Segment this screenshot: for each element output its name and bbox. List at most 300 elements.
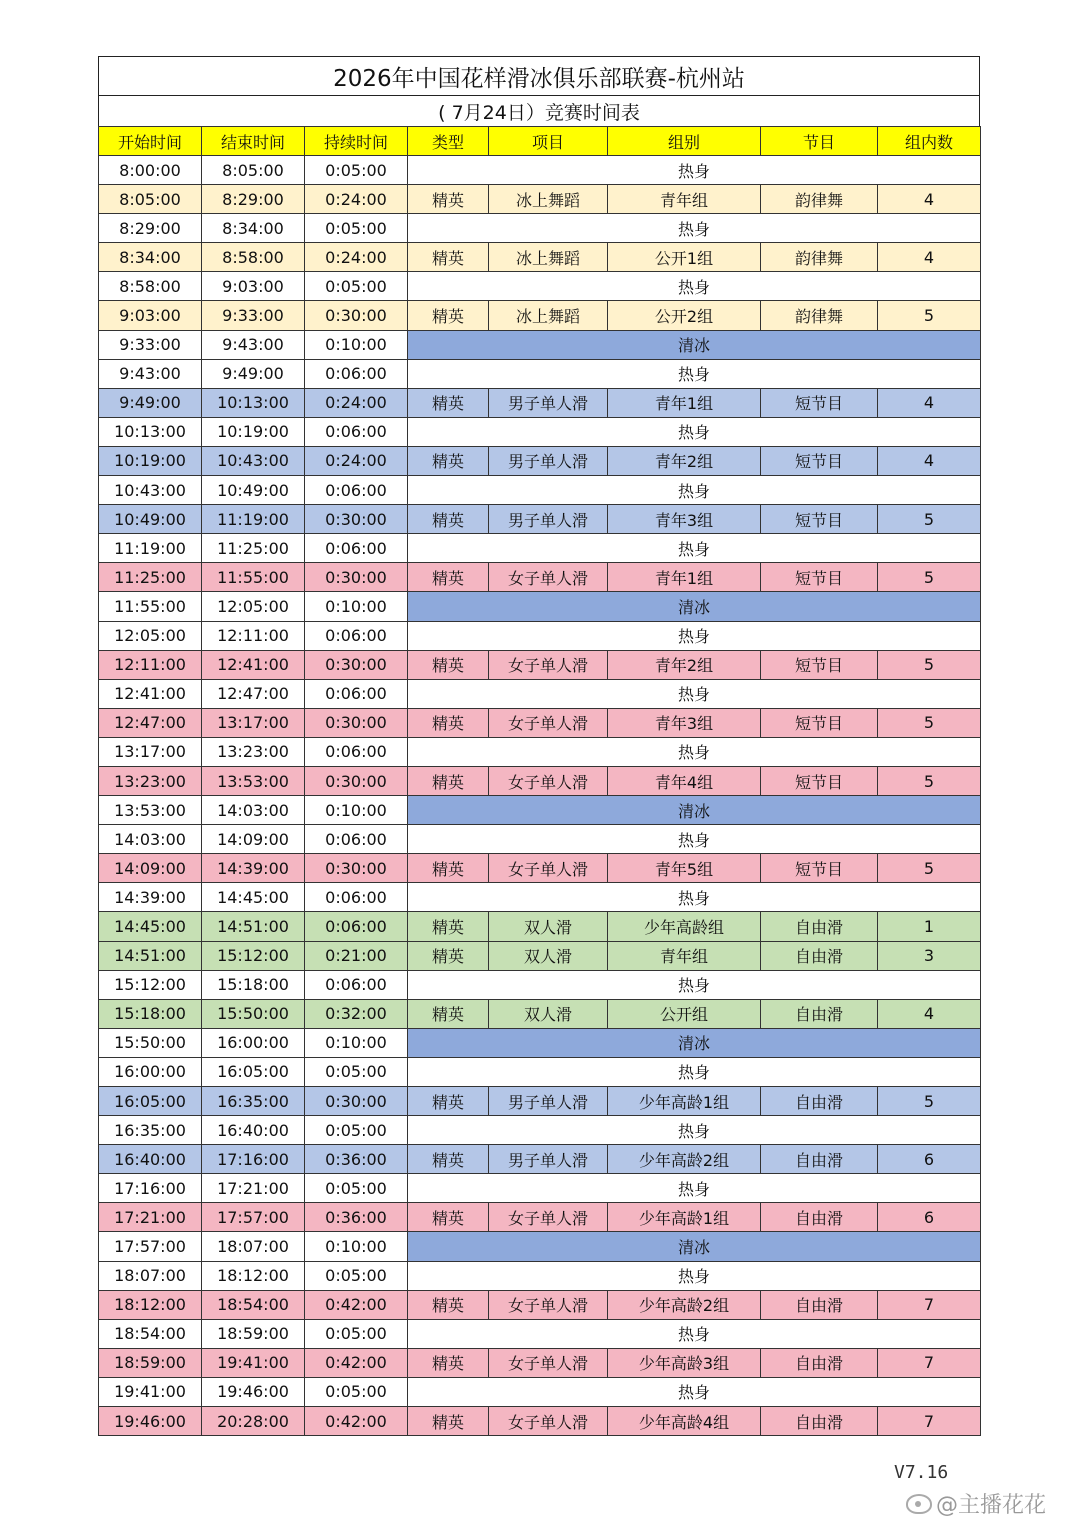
cell-duration: 0:06:00 <box>305 359 408 388</box>
cell-duration: 0:05:00 <box>305 1057 408 1086</box>
header-start: 开始时间 <box>99 127 202 156</box>
cell-start: 10:13:00 <box>99 417 202 446</box>
cell-start: 8:00:00 <box>99 156 202 185</box>
cell-event: 男子单人滑 <box>489 1145 608 1174</box>
cell-duration: 0:06:00 <box>305 970 408 999</box>
cell-ice-clear: 清冰 <box>408 1232 981 1261</box>
cell-warmup: 热身 <box>408 156 981 185</box>
cell-duration: 0:30:00 <box>305 854 408 883</box>
cell-type: 精英 <box>408 854 489 883</box>
cell-warmup: 热身 <box>408 1116 981 1145</box>
cell-group: 青年3组 <box>608 708 761 737</box>
cell-duration: 0:10:00 <box>305 1028 408 1057</box>
watermark <box>906 1488 1046 1519</box>
cell-segment: 自由滑 <box>761 1348 878 1377</box>
cell-duration: 0:05:00 <box>305 1319 408 1348</box>
table-row <box>99 1087 981 1116</box>
cell-start: 11:55:00 <box>99 592 202 621</box>
cell-count: 7 <box>878 1407 981 1436</box>
cell-duration: 0:10:00 <box>305 796 408 825</box>
cell-warmup: 热身 <box>408 359 981 388</box>
table-header-row <box>99 127 981 156</box>
cell-duration: 0:06:00 <box>305 476 408 505</box>
cell-duration: 0:30:00 <box>305 708 408 737</box>
cell-event: 冰上舞蹈 <box>489 301 608 330</box>
cell-end: 8:05:00 <box>202 156 305 185</box>
cell-count: 6 <box>878 1203 981 1232</box>
cell-group: 青年2组 <box>608 446 761 475</box>
cell-start: 9:49:00 <box>99 388 202 417</box>
cell-count: 5 <box>878 854 981 883</box>
table-row <box>99 185 981 214</box>
cell-start: 13:53:00 <box>99 796 202 825</box>
cell-group: 少年高龄4组 <box>608 1407 761 1436</box>
cell-type: 精英 <box>408 1087 489 1116</box>
cell-end: 13:23:00 <box>202 737 305 766</box>
cell-end: 15:12:00 <box>202 941 305 970</box>
cell-group: 青年5组 <box>608 854 761 883</box>
cell-duration: 0:10:00 <box>305 1232 408 1261</box>
cell-event: 双人滑 <box>489 941 608 970</box>
cell-count: 5 <box>878 563 981 592</box>
cell-segment: 短节目 <box>761 650 878 679</box>
cell-start: 14:51:00 <box>99 941 202 970</box>
table-row <box>99 359 981 388</box>
cell-count: 5 <box>878 650 981 679</box>
cell-warmup: 热身 <box>408 621 981 650</box>
cell-duration: 0:30:00 <box>305 766 408 795</box>
cell-start: 10:49:00 <box>99 505 202 534</box>
cell-event: 男子单人滑 <box>489 505 608 534</box>
table-row <box>99 1145 981 1174</box>
cell-segment: 短节目 <box>761 446 878 475</box>
cell-segment: 短节目 <box>761 708 878 737</box>
cell-start: 9:33:00 <box>99 330 202 359</box>
watermark-text: @主播花花 <box>936 1493 1047 1518</box>
cell-event: 女子单人滑 <box>489 708 608 737</box>
table-row <box>99 1407 981 1436</box>
cell-start: 19:46:00 <box>99 1407 202 1436</box>
cell-duration: 0:24:00 <box>305 185 408 214</box>
table-row <box>99 1377 981 1406</box>
header-group: 组别 <box>608 127 761 156</box>
cell-count: 4 <box>878 388 981 417</box>
cell-event: 双人滑 <box>489 999 608 1028</box>
cell-ice-clear: 清冰 <box>408 796 981 825</box>
cell-end: 14:39:00 <box>202 854 305 883</box>
table-row <box>99 621 981 650</box>
cell-group: 青年1组 <box>608 388 761 417</box>
table-row <box>99 999 981 1028</box>
cell-end: 8:34:00 <box>202 214 305 243</box>
cell-end: 12:41:00 <box>202 650 305 679</box>
cell-group: 青年3组 <box>608 505 761 534</box>
cell-warmup: 热身 <box>408 417 981 446</box>
cell-count: 4 <box>878 185 981 214</box>
cell-group: 青年组 <box>608 185 761 214</box>
cell-segment: 短节目 <box>761 563 878 592</box>
cell-count: 4 <box>878 446 981 475</box>
cell-warmup: 热身 <box>408 214 981 243</box>
cell-end: 18:54:00 <box>202 1290 305 1319</box>
cell-start: 16:35:00 <box>99 1116 202 1145</box>
cell-ice-clear: 清冰 <box>408 592 981 621</box>
cell-segment: 韵律舞 <box>761 243 878 272</box>
cell-start: 8:58:00 <box>99 272 202 301</box>
cell-group: 青年2组 <box>608 650 761 679</box>
cell-group: 青年4组 <box>608 766 761 795</box>
cell-count: 4 <box>878 999 981 1028</box>
cell-event: 女子单人滑 <box>489 766 608 795</box>
cell-type: 精英 <box>408 301 489 330</box>
table-row <box>99 854 981 883</box>
cell-start: 10:19:00 <box>99 446 202 475</box>
table-row <box>99 476 981 505</box>
cell-duration: 0:24:00 <box>305 388 408 417</box>
cell-group: 公开1组 <box>608 243 761 272</box>
header-end: 结束时间 <box>202 127 305 156</box>
cell-end: 16:40:00 <box>202 1116 305 1145</box>
cell-start: 10:43:00 <box>99 476 202 505</box>
cell-end: 13:53:00 <box>202 766 305 795</box>
cell-event: 男子单人滑 <box>489 1087 608 1116</box>
table-row <box>99 883 981 912</box>
cell-end: 16:35:00 <box>202 1087 305 1116</box>
cell-duration: 0:36:00 <box>305 1203 408 1232</box>
cell-group: 公开组 <box>608 999 761 1028</box>
cell-start: 11:19:00 <box>99 534 202 563</box>
table-row <box>99 941 981 970</box>
cell-event: 双人滑 <box>489 912 608 941</box>
cell-duration: 0:24:00 <box>305 446 408 475</box>
cell-type: 精英 <box>408 446 489 475</box>
cell-duration: 0:21:00 <box>305 941 408 970</box>
table-row <box>99 650 981 679</box>
table-row <box>99 796 981 825</box>
table-row <box>99 970 981 999</box>
cell-type: 精英 <box>408 941 489 970</box>
table-row <box>99 1174 981 1203</box>
cell-group: 青年组 <box>608 941 761 970</box>
cell-event: 女子单人滑 <box>489 1407 608 1436</box>
cell-event: 女子单人滑 <box>489 1203 608 1232</box>
cell-start: 12:41:00 <box>99 679 202 708</box>
cell-duration: 0:30:00 <box>305 1087 408 1116</box>
cell-end: 14:03:00 <box>202 796 305 825</box>
header-event: 项目 <box>489 127 608 156</box>
cell-duration: 0:30:00 <box>305 563 408 592</box>
cell-end: 9:03:00 <box>202 272 305 301</box>
cell-start: 16:05:00 <box>99 1087 202 1116</box>
table-row <box>99 243 981 272</box>
cell-type: 精英 <box>408 999 489 1028</box>
cell-end: 12:11:00 <box>202 621 305 650</box>
cell-duration: 0:42:00 <box>305 1348 408 1377</box>
cell-end: 14:51:00 <box>202 912 305 941</box>
cell-start: 12:05:00 <box>99 621 202 650</box>
cell-warmup: 热身 <box>408 534 981 563</box>
cell-segment: 韵律舞 <box>761 185 878 214</box>
cell-group: 少年高龄2组 <box>608 1145 761 1174</box>
cell-duration: 0:32:00 <box>305 999 408 1028</box>
cell-start: 17:21:00 <box>99 1203 202 1232</box>
cell-type: 精英 <box>408 650 489 679</box>
version-label: V7.16 <box>894 1462 949 1483</box>
cell-end: 11:55:00 <box>202 563 305 592</box>
table-row <box>99 1348 981 1377</box>
table-row <box>99 214 981 243</box>
cell-group: 少年高龄组 <box>608 912 761 941</box>
cell-start: 9:03:00 <box>99 301 202 330</box>
table-row <box>99 301 981 330</box>
cell-duration: 0:05:00 <box>305 1261 408 1290</box>
cell-segment: 短节目 <box>761 766 878 795</box>
cell-type: 精英 <box>408 1407 489 1436</box>
cell-type: 精英 <box>408 563 489 592</box>
cell-count: 5 <box>878 1087 981 1116</box>
table-row <box>99 417 981 446</box>
cell-event: 男子单人滑 <box>489 388 608 417</box>
cell-end: 10:43:00 <box>202 446 305 475</box>
cell-warmup: 热身 <box>408 825 981 854</box>
cell-start: 9:43:00 <box>99 359 202 388</box>
cell-end: 16:00:00 <box>202 1028 305 1057</box>
cell-count: 5 <box>878 766 981 795</box>
cell-segment: 自由滑 <box>761 1203 878 1232</box>
cell-start: 8:29:00 <box>99 214 202 243</box>
header-count: 组内数 <box>878 127 981 156</box>
cell-start: 18:54:00 <box>99 1319 202 1348</box>
table-row <box>99 737 981 766</box>
table-row <box>99 1203 981 1232</box>
cell-start: 18:12:00 <box>99 1290 202 1319</box>
cell-type: 精英 <box>408 1348 489 1377</box>
cell-end: 13:17:00 <box>202 708 305 737</box>
cell-end: 8:58:00 <box>202 243 305 272</box>
cell-count: 1 <box>878 912 981 941</box>
cell-end: 15:18:00 <box>202 970 305 999</box>
cell-type: 精英 <box>408 388 489 417</box>
cell-count: 7 <box>878 1290 981 1319</box>
schedule-table <box>98 126 981 1436</box>
table-row <box>99 505 981 534</box>
cell-end: 15:50:00 <box>202 999 305 1028</box>
cell-segment: 短节目 <box>761 505 878 534</box>
cell-end: 9:49:00 <box>202 359 305 388</box>
table-row <box>99 156 981 185</box>
cell-type: 精英 <box>408 505 489 534</box>
cell-count: 5 <box>878 505 981 534</box>
cell-end: 18:59:00 <box>202 1319 305 1348</box>
table-row <box>99 446 981 475</box>
cell-count: 6 <box>878 1145 981 1174</box>
cell-end: 18:07:00 <box>202 1232 305 1261</box>
cell-end: 8:29:00 <box>202 185 305 214</box>
cell-duration: 0:05:00 <box>305 156 408 185</box>
cell-end: 11:25:00 <box>202 534 305 563</box>
cell-start: 14:03:00 <box>99 825 202 854</box>
cell-start: 17:16:00 <box>99 1174 202 1203</box>
cell-end: 19:46:00 <box>202 1377 305 1406</box>
cell-segment: 短节目 <box>761 388 878 417</box>
cell-start: 12:11:00 <box>99 650 202 679</box>
cell-end: 12:05:00 <box>202 592 305 621</box>
cell-duration: 0:06:00 <box>305 417 408 446</box>
cell-group: 少年高龄1组 <box>608 1087 761 1116</box>
cell-start: 8:34:00 <box>99 243 202 272</box>
cell-duration: 0:05:00 <box>305 214 408 243</box>
cell-type: 精英 <box>408 185 489 214</box>
table-row <box>99 534 981 563</box>
cell-count: 5 <box>878 708 981 737</box>
cell-type: 精英 <box>408 1203 489 1232</box>
table-row <box>99 1319 981 1348</box>
cell-ice-clear: 清冰 <box>408 1028 981 1057</box>
cell-segment: 自由滑 <box>761 912 878 941</box>
cell-event: 女子单人滑 <box>489 650 608 679</box>
cell-event: 女子单人滑 <box>489 563 608 592</box>
cell-end: 17:16:00 <box>202 1145 305 1174</box>
cell-start: 11:25:00 <box>99 563 202 592</box>
cell-start: 18:59:00 <box>99 1348 202 1377</box>
cell-end: 17:57:00 <box>202 1203 305 1232</box>
cell-start: 15:50:00 <box>99 1028 202 1057</box>
cell-duration: 0:10:00 <box>305 592 408 621</box>
cell-end: 19:41:00 <box>202 1348 305 1377</box>
header-type: 类型 <box>408 127 489 156</box>
cell-start: 16:40:00 <box>99 1145 202 1174</box>
cell-segment: 短节目 <box>761 854 878 883</box>
weibo-icon <box>906 1494 932 1514</box>
cell-duration: 0:30:00 <box>305 650 408 679</box>
table-row <box>99 563 981 592</box>
cell-warmup: 热身 <box>408 1261 981 1290</box>
table-row <box>99 1232 981 1261</box>
cell-duration: 0:06:00 <box>305 883 408 912</box>
cell-start: 13:17:00 <box>99 737 202 766</box>
cell-event: 女子单人滑 <box>489 1290 608 1319</box>
cell-type: 精英 <box>408 708 489 737</box>
cell-segment: 自由滑 <box>761 999 878 1028</box>
schedule-subtitle: ( 7月24日）竞赛时间表 <box>98 96 980 126</box>
cell-group: 少年高龄2组 <box>608 1290 761 1319</box>
table-row <box>99 1057 981 1086</box>
cell-duration: 0:05:00 <box>305 1174 408 1203</box>
cell-start: 14:39:00 <box>99 883 202 912</box>
cell-duration: 0:05:00 <box>305 1116 408 1145</box>
cell-warmup: 热身 <box>408 1057 981 1086</box>
cell-type: 精英 <box>408 912 489 941</box>
cell-duration: 0:24:00 <box>305 243 408 272</box>
cell-duration: 0:05:00 <box>305 1377 408 1406</box>
cell-group: 公开2组 <box>608 301 761 330</box>
cell-event: 女子单人滑 <box>489 854 608 883</box>
cell-start: 18:07:00 <box>99 1261 202 1290</box>
header-duration: 持续时间 <box>305 127 408 156</box>
cell-end: 9:33:00 <box>202 301 305 330</box>
table-row <box>99 1116 981 1145</box>
cell-type: 精英 <box>408 766 489 795</box>
cell-duration: 0:30:00 <box>305 505 408 534</box>
cell-duration: 0:10:00 <box>305 330 408 359</box>
cell-duration: 0:30:00 <box>305 301 408 330</box>
cell-duration: 0:06:00 <box>305 679 408 708</box>
table-row <box>99 272 981 301</box>
cell-warmup: 热身 <box>408 883 981 912</box>
cell-segment: 自由滑 <box>761 1290 878 1319</box>
cell-warmup: 热身 <box>408 1377 981 1406</box>
cell-start: 15:12:00 <box>99 970 202 999</box>
cell-duration: 0:06:00 <box>305 825 408 854</box>
cell-end: 17:21:00 <box>202 1174 305 1203</box>
cell-start: 19:41:00 <box>99 1377 202 1406</box>
cell-start: 12:47:00 <box>99 708 202 737</box>
cell-group: 少年高龄1组 <box>608 1203 761 1232</box>
table-row <box>99 708 981 737</box>
cell-end: 14:09:00 <box>202 825 305 854</box>
cell-duration: 0:42:00 <box>305 1290 408 1319</box>
header-segment: 节目 <box>761 127 878 156</box>
cell-group: 青年1组 <box>608 563 761 592</box>
cell-end: 10:19:00 <box>202 417 305 446</box>
cell-duration: 0:36:00 <box>305 1145 408 1174</box>
cell-start: 17:57:00 <box>99 1232 202 1261</box>
cell-duration: 0:05:00 <box>305 272 408 301</box>
table-row <box>99 825 981 854</box>
cell-warmup: 热身 <box>408 679 981 708</box>
cell-warmup: 热身 <box>408 272 981 301</box>
cell-warmup: 热身 <box>408 476 981 505</box>
table-row <box>99 330 981 359</box>
cell-count: 4 <box>878 243 981 272</box>
cell-segment: 自由滑 <box>761 941 878 970</box>
cell-end: 16:05:00 <box>202 1057 305 1086</box>
table-row <box>99 388 981 417</box>
cell-type: 精英 <box>408 1145 489 1174</box>
cell-duration: 0:06:00 <box>305 621 408 650</box>
schedule-sheet <box>98 56 980 1436</box>
cell-end: 9:43:00 <box>202 330 305 359</box>
cell-end: 18:12:00 <box>202 1261 305 1290</box>
cell-start: 16:00:00 <box>99 1057 202 1086</box>
cell-warmup: 热身 <box>408 970 981 999</box>
cell-duration: 0:42:00 <box>305 1407 408 1436</box>
table-row <box>99 592 981 621</box>
cell-end: 12:47:00 <box>202 679 305 708</box>
cell-type: 精英 <box>408 243 489 272</box>
cell-count: 3 <box>878 941 981 970</box>
cell-start: 14:45:00 <box>99 912 202 941</box>
cell-end: 10:49:00 <box>202 476 305 505</box>
table-row <box>99 1290 981 1319</box>
cell-count: 5 <box>878 301 981 330</box>
cell-count: 7 <box>878 1348 981 1377</box>
schedule-title: 2026年中国花样滑冰俱乐部联赛-杭州站 <box>98 56 980 96</box>
cell-warmup: 热身 <box>408 1319 981 1348</box>
cell-segment: 自由滑 <box>761 1407 878 1436</box>
cell-end: 14:45:00 <box>202 883 305 912</box>
cell-duration: 0:06:00 <box>305 534 408 563</box>
cell-event: 冰上舞蹈 <box>489 185 608 214</box>
cell-end: 10:13:00 <box>202 388 305 417</box>
cell-start: 14:09:00 <box>99 854 202 883</box>
cell-warmup: 热身 <box>408 737 981 766</box>
cell-start: 8:05:00 <box>99 185 202 214</box>
cell-type: 精英 <box>408 1290 489 1319</box>
cell-segment: 韵律舞 <box>761 301 878 330</box>
cell-end: 20:28:00 <box>202 1407 305 1436</box>
cell-ice-clear: 清冰 <box>408 330 981 359</box>
